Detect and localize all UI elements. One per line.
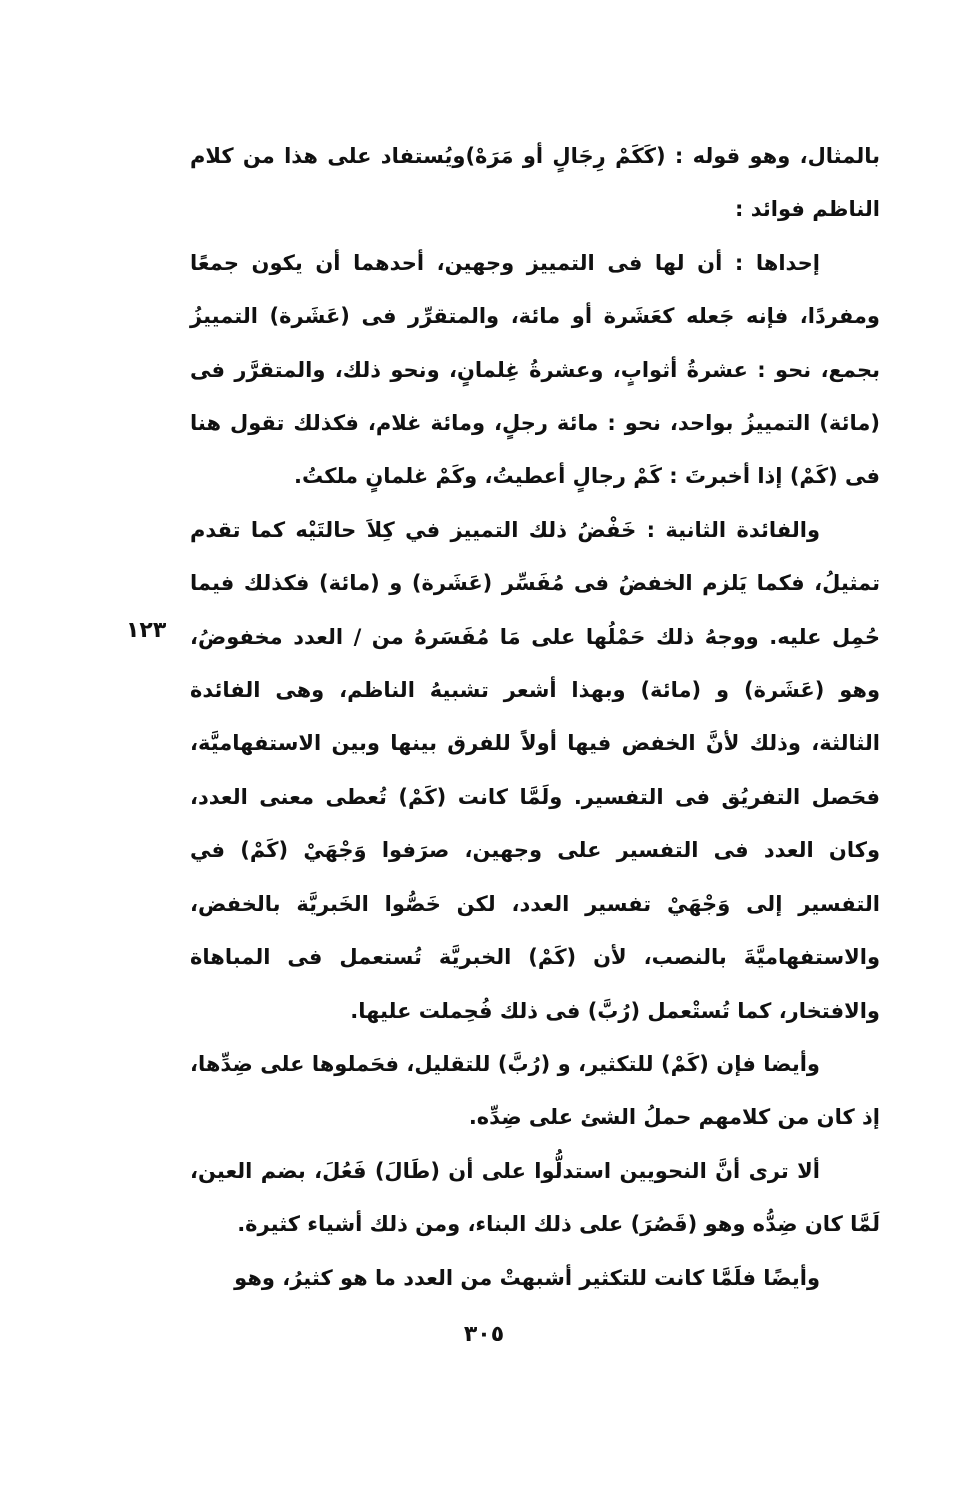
- body-text: [190, 130, 880, 1305]
- paragraph-3: والفائدة الثانية : خَفْضُ ذلك التمييز في كِلاَ حالتَيْه كما تقدم تمثيلُ، فكما يَلزم الخفضُ فى مُفَسِّر (عَشَرة) و (مائة) فكذلك فيما حُمِل عليه. ووجهُ ذلك حَمْلُها على مَا مُفَسَرهُ من / العدد مخفوضُ، وهو (عَشَرة) و (مائة) وبهذا أشعر تشبيهُ الناظم، وهى الفائدة الثالثة، وذلك لأنَّ الخفض فيها أولاً للفرق بينها وبين الاستفهاميَّة، فحَصل التفريُق فى التفسير. ولَمَّا كانت (كَمْ) تُعطى معنى العدد، وكان العدد فى التفسير على وجهين، صرَفوا وَجْهَيْ (كَمْ) في التفسير إلى وَجْهَيْ تفسير العدد، لكن خَصُّوا الخَبريَّة بالخفض، والاستفهاميَّةَ بالنصب، لأن (كَمْ) الخبريَّة تُستعمل فى المباهاة والافتخار، كما تُستْعمل (رُبَّ) فى ذلك فُحِملت عليها.: [190, 517, 880, 1023]
- paragraph-1: بالمثال، وهو قوله : (كَكَمْ رِجَالٍ أو مَرَهْ)ويُستفاد على هذا من كلام الناظم فوائد :: [190, 144, 880, 222]
- page-number: ٣٠٥: [463, 1322, 505, 1347]
- paragraph-5: ألا ترى أنَّ النحويين استدلُّوا على أن (طَالَ) فَعُلَ، بضم العين، لَمَّا كان ضِدُّه وهو (قَصُرَ) على ذلك البناء، ومن ذلك أشياء كثيرة.: [190, 1158, 880, 1237]
- paragraph-6: وأيضًا فلَمَّا كانت للتكثير أشبهتْ من العدد ما هو كثيرُ، وهو: [234, 1265, 820, 1290]
- paragraph-4: وأيضا فإن (كَمْ) للتكثير، و (رُبَّ) للتقليل، فحَملوها على ضِدِّها، إذ كان من كلامهم حملُ الشئ على ضِدِّه.: [190, 1051, 880, 1130]
- paragraph-2: إحداها : أن لها فى التمييز وجهين، أحدهما أن يكون جمعًا ومفردًا، فإنه جَعله كعَشَرة أو مائة، والمتقرِّر فى (عَشَرة) التمييزُ بجمع، نحو : عشرةُ أثوابٍ، وعشرةُ غِلمانٍ، ونحو ذلك، والمتقرَّر فى (مائة) التمييزُ بواحد، نحو : مائة رجلٍ، ومائة غلام، فكذلك تقول هنا فى (كَمْ) إذا أخبرتَ : كَمْ رجالٍ أعطيتُ، وكَمْ غلمانٍ ملكتُ.: [190, 250, 880, 489]
- margin-folio-number: ١٢٣: [126, 618, 167, 643]
